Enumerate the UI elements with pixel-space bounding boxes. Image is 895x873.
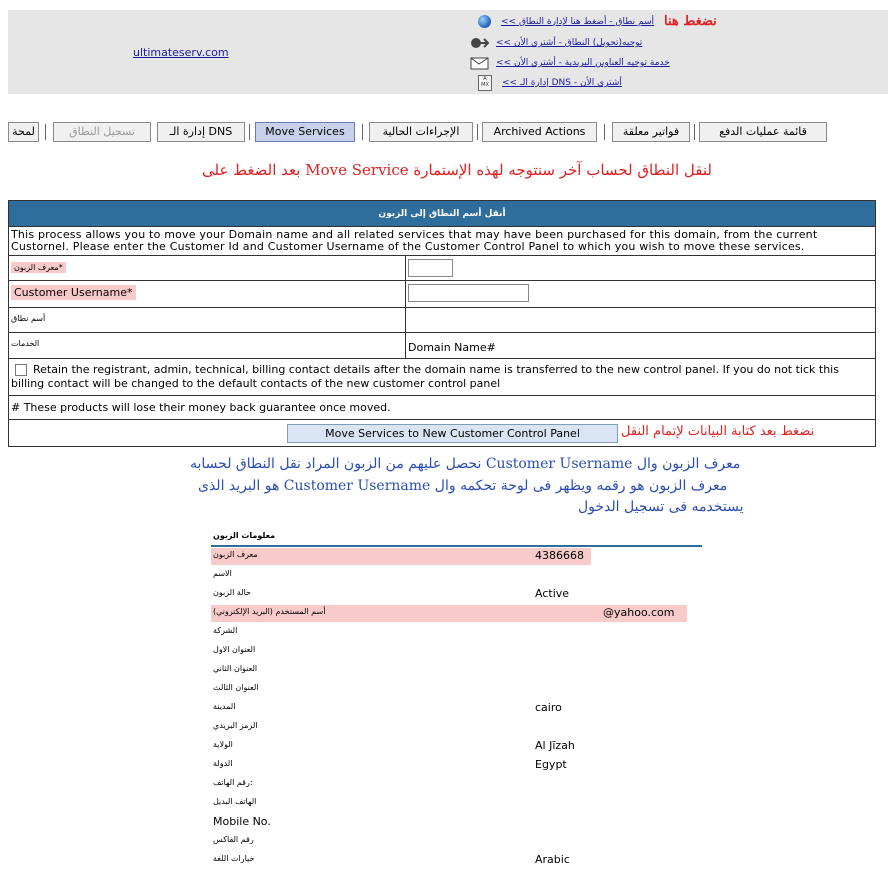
customer-info-title: معلومات الزبون [211,529,702,547]
customer-info-row [211,813,702,832]
tab-move-services[interactable]: Move Services [255,122,355,142]
customer-info-label: الشركة [213,626,238,635]
tab-overview[interactable]: لمحة [8,122,39,142]
customer-username-label: Customer Username* [11,285,136,300]
customer-id-label: معرف الزبون* [11,262,66,273]
explanation-line-2: معرف الزبون هو رقمه ويظهر فى لوحة تحكمه وال Customer Username هو البريد الذى [198,478,728,494]
retain-contacts-checkbox[interactable] [15,364,27,376]
tab-payment-list[interactable]: قائمة عمليات الدفع [699,122,827,142]
form-header: أنقل أسم النطاق إلى الزبون [9,201,875,227]
customer-info-value: Arabic [535,853,570,866]
submit-row [9,420,875,446]
customer-info-label: معرف الزبون [213,550,258,559]
customer-info-row [211,699,702,718]
highlight-band [211,548,591,565]
domain-forward-row[interactable] [470,36,642,50]
customer-info-label: الدولة [213,759,233,768]
warning-row [9,396,875,420]
customer-info-value: 4386668 [535,549,584,562]
submit-note: نضغط بعد كتابة البيانات لإتمام النقل [621,424,815,439]
services-row [9,333,875,359]
globe-icon [478,15,491,28]
manage-domain-link[interactable]: << أسم نطاق - أضغط هنا لإدارة النطاق [501,16,655,27]
customer-info-row [211,680,702,699]
customer-info-row [211,775,702,794]
domain-forward-link[interactable]: << توجيه(تحويل) النطاق - أشتري الأن [496,38,643,48]
customer-info-label: العنوان الثالث [213,683,259,692]
customer-info-row [211,794,702,813]
customer-info-label: المدينة [213,702,236,711]
services-label: الخدمات [9,333,406,358]
customer-info-row [211,661,702,680]
tab-archived-actions[interactable]: Archived Actions [482,122,597,142]
customer-info-label: الاسم [213,569,232,578]
tab-dns-management[interactable]: إدارة الـ DNS [157,122,245,142]
customer-info-row [211,718,702,737]
customer-info-label: الرمز البريدي [213,721,258,730]
instruction-note: بعد الضغط على Move Service لنقل النطاق لحساب آخر سنتوجه لهذه الإستمارة [202,161,712,179]
retain-contacts-text: Retain the registrant, admin, technical, billing contact details after the domain name is transferred to the new control panel. If you do not tick this billing contact will be changed to the default contacts of the new customer control panel [11,363,839,390]
customer-info-table [211,529,702,870]
customer-info-value: Egypt [535,758,567,771]
customer-info-label: خيارات اللغة [213,854,255,863]
explanation-line-3: يستخدمه فى تسجيل الدخول [578,499,744,515]
retain-contacts-row [9,359,875,396]
customer-info-label: رقم الهاتف: [213,778,253,787]
tab-separator [694,124,695,140]
customer-info-label: Mobile No. [213,815,271,828]
customer-info-label: الهاتف البديل [213,797,257,806]
customer-id-row [9,256,875,281]
customer-info-row [211,604,702,623]
customer-info-label: العنوان الاول [213,645,256,654]
domain-link[interactable]: ultimateserv.com [133,46,229,59]
explanation-line-1: معرف الزبون وال Customer Username نحصل عليهم من الزبون المراد نقل النطاق لحسابه [190,456,741,472]
dns-icon: A MX [478,75,492,91]
customer-info-label: رقم الفاكس [213,835,254,844]
tab-bar [8,122,828,144]
customer-info-value: Active [535,587,570,600]
dns-manage-link[interactable]: << إدارة الـ DNS - أشتري الأن [502,78,622,88]
tab-separator [249,124,250,140]
customer-info-label: حالة الزبون [213,588,251,597]
redirect-icon [470,36,490,50]
customer-info-label: العنوان الثاني [213,664,258,673]
customer-info-row [211,851,702,870]
customer-info-row [211,756,702,775]
mail-forward-row[interactable] [470,56,670,70]
customer-username-input[interactable] [408,284,529,302]
click-here-note: نضغط هنا [664,14,717,29]
customer-info-row [211,737,702,756]
customer-info-value: cairo [535,701,562,714]
customer-info-label: الولاية [213,740,233,749]
tab-separator [477,124,478,140]
domain-row [9,308,875,333]
customer-info-row [211,642,702,661]
move-services-form [8,200,876,447]
move-services-submit-button[interactable]: Move Services to New Customer Control Panel [287,424,618,443]
money-back-warning: # These products will lose their money back guarantee once moved. [11,401,391,414]
customer-info-row [211,547,702,566]
customer-info-row [211,585,702,604]
customer-info-row [211,566,702,585]
mail-forward-icon [470,56,490,70]
domain-name-value: Domain Name# [408,341,496,354]
form-description: This process allows you to move your Domain name and all related services that may have been purchased for this domain, from the current Custornel. Please enter the Customer Id and Customer Username of the Customer Control Panel to which you wish to move these services. [9,227,875,256]
tab-domain-registration[interactable]: تسجيل النطاق [53,122,151,142]
tab-separator [45,124,46,140]
tab-pending-invoices[interactable]: فواتير معلقة [612,122,690,142]
tab-current-actions[interactable]: الإجراءات الحالية [369,122,473,142]
customer-username-row [9,281,875,308]
dns-manage-row[interactable] [470,75,622,91]
customer-id-input[interactable] [408,259,453,277]
mail-forward-link[interactable]: << خدمة توجيه العناوين البريدية - أشتري الأن [496,58,670,68]
tab-separator [604,124,605,140]
customer-info-row [211,832,702,851]
customer-info-label: (أسم المستخدم (البريد الإلكتروني [213,607,326,616]
customer-info-value: Al Jīzah [535,739,575,752]
domain-label: أسم نطاق [9,308,406,332]
manage-domain-row[interactable] [470,15,654,28]
customer-info-value: @yahoo.com [603,606,675,619]
customer-info-row [211,623,702,642]
tab-separator [362,124,363,140]
